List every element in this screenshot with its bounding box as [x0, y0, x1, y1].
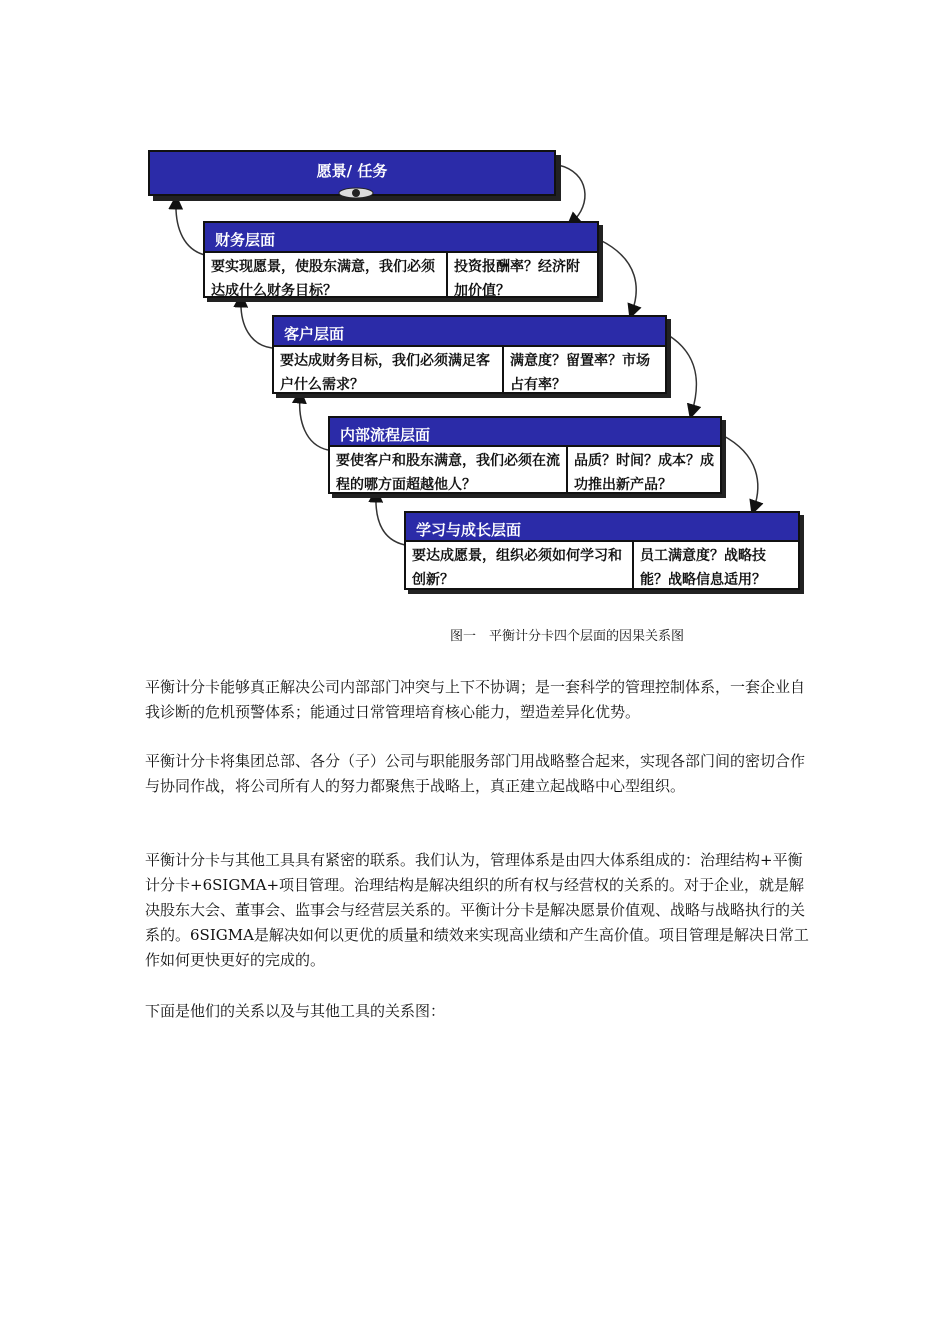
layer-header-process: [328, 416, 722, 447]
layer-metrics-process: 品质？时间？成本？成功推出新产品？: [566, 445, 722, 494]
arrow-customer-to-process: [668, 335, 696, 412]
layer-title-customer: 客户层面: [284, 325, 345, 343]
balanced-scorecard-diagram: [0, 0, 950, 660]
layer-header-customer: [272, 315, 667, 347]
paragraph-3: 平衡计分卡与其他工具具有紧密的联系。我们认为，管理体系是由四大体系组成的：治理结构+平衡计分卡+6SIGMA+项目管理。治理结构是解决组织的所有权与经营权的关系的。对于企业，就是解决股东大会、董事会、监事会与经营层关系的。平衡计分卡是解决愿景价值观、战略与战略执行的关系的。6SIGMA是解决如何以更优的质量和绩效来实现高业绩和产生高价值。项目管理是解决日常工作如何更快更好的完成的。: [145, 851, 809, 969]
layer-title-financial: 财务层面: [215, 231, 276, 249]
paragraph-2: 平衡计分卡将集团总部、各分（子）公司与职能服务部门用战略整合起来，实现各部门间的密切合作与协同作战，将公司所有人的努力都聚焦于战略上，真正建立起战略中心型组织。: [145, 752, 806, 795]
layer-header-learning: [404, 511, 800, 542]
figure-caption: 图一 平衡计分卡四个层面的因果关系图: [450, 629, 685, 644]
paragraph-4: 下面是他们的关系以及与其他工具的关系图：: [145, 1002, 446, 1020]
arrow-finance-to-customer: [600, 240, 636, 312]
layer-question-learning: 要达成愿景，组织必须如何学习和创新？: [404, 540, 634, 590]
arrow-customer-up: [241, 300, 272, 348]
layer-metrics-financial: 投资报酬率？经济附加价值？: [446, 251, 599, 298]
arrow-finance-up: [176, 202, 205, 255]
arrow-process-up: [300, 396, 328, 450]
arrow-learning-up: [376, 495, 405, 545]
layer-question-process: 要使客户和股东满意，我们必须在流程的哪方面超越他人？: [328, 445, 568, 494]
arrow-vision-to-finance: [558, 165, 585, 222]
layer-title-process: 内部流程层面: [340, 426, 431, 444]
layer-metrics-customer: 满意度？留置率？市场占有率？: [502, 345, 667, 394]
layer-metrics-learning: 员工满意度？战略技能？战略信息适用？: [632, 540, 800, 590]
layer-question-financial: 要实现愿景，使股东满意，我们必须达成什么财务目标？: [203, 251, 448, 298]
arrow-process-to-learning: [722, 435, 758, 508]
layer-question-customer: 要达成财务目标，我们必须满足客户什么需求？: [272, 345, 504, 394]
layer-header-financial: [203, 221, 599, 253]
vision-title: 愿景/ 任务: [316, 162, 388, 180]
layer-title-learning: 学习与成长层面: [416, 521, 522, 539]
paragraph-1: 平衡计分卡能够真正解决公司内部部门冲突与上下不协调；是一套科学的管理控制体系，一套企业自我诊断的危机预警体系；能通过日常管理培育核心能力，塑造差异化优势。: [145, 678, 806, 721]
eye-icon: [336, 186, 376, 200]
